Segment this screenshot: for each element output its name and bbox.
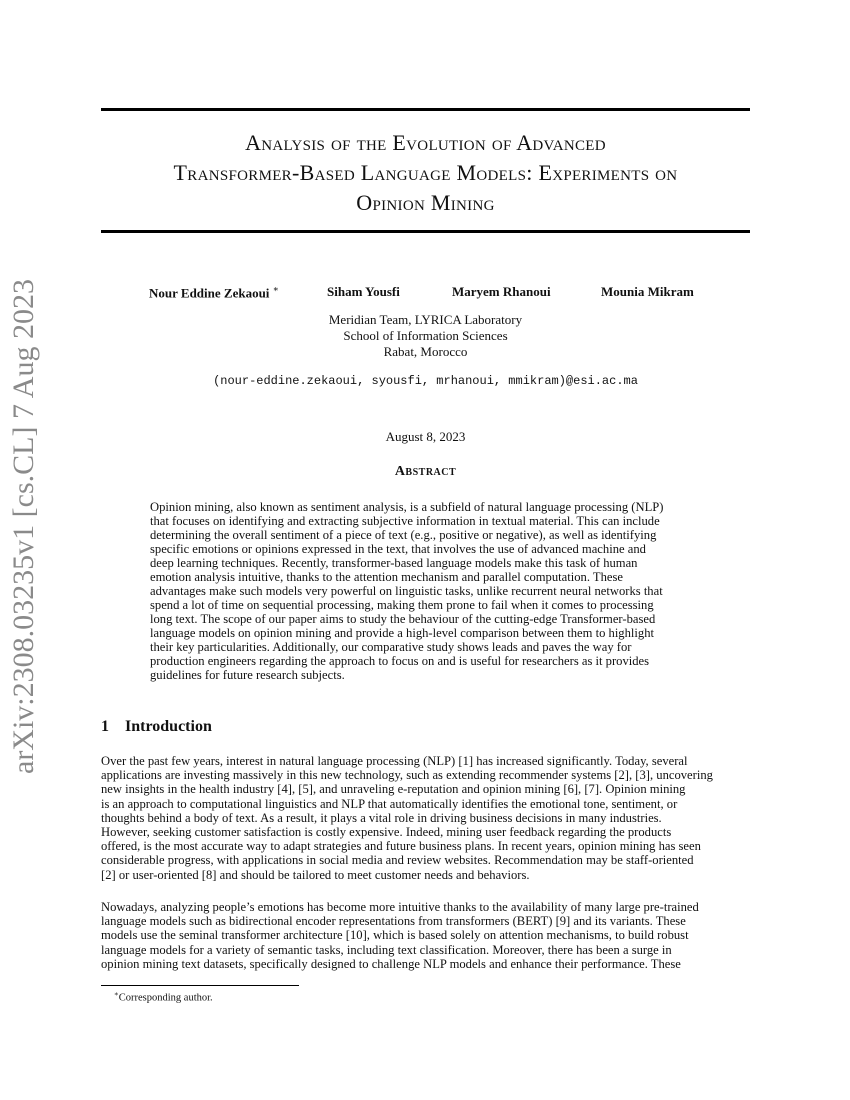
footnote-rule (101, 985, 299, 986)
abstract-line: determining the overall sentiment of a piece of text (e.g., positive or negative), as well as identifying (150, 528, 657, 542)
affiliation-line: School of Information Sciences (343, 328, 508, 343)
paragraph-line: thoughts behind a body of text. As a result, it plays a vital role in driving business decisions in many industries. (101, 810, 662, 825)
title-bottom-rule (101, 230, 750, 233)
paragraph-line: However, seeking customer satisfaction is costly expensive. Indeed, mining user feedback regarding the products (101, 825, 672, 840)
title-top-rule (101, 108, 750, 111)
affiliation-line: Rabat, Morocco (383, 344, 468, 359)
affiliation-line: Meridian Team, LYRICA Laboratory (328, 312, 523, 327)
abstract-line: guidelines for future research subjects. (150, 668, 345, 682)
footnote-text: Corresponding author. (118, 992, 213, 1004)
section-title: Introduction (125, 718, 212, 735)
abstract-line: production engineers regarding the approach to focus on and is useful for researchers as it provides (150, 654, 650, 668)
footnote-mark: ∗ (114, 990, 119, 998)
abstract-line: their key particularities. Additionally, our comparative study shows leads and paves the way for (150, 640, 632, 654)
paragraph-line: is an approach to computational linguistics and NLP that automatically identifies the emotional tone, sentiment, or (101, 796, 678, 811)
abstract-line: emotion analysis intuitive, thanks to the attention mechanism and parallel computation. These (150, 570, 623, 584)
paper-date: August 8, 2023 (385, 429, 466, 444)
abstract-line: that focuses on identifying and extracting subjective information in textual material. This can include (150, 514, 660, 528)
paragraph-line: Over the past few years, interest in natural language processing (NLP) [1] has increased significantly. Today, several (101, 754, 688, 768)
paragraph-line: language models such as bidirectional encoder representations from transformers (BERT) [9] and its variants. These (101, 914, 686, 929)
paragraph-line: new insights in the health industry [4], [5], and unraveling e-reputation and opinion mining [6], [7]. Opinion mining (101, 782, 686, 797)
paragraph-line: Nowadays, analyzing people’s emotions has become more intuitive thanks to the availability of many large pre-trained (101, 900, 699, 914)
affiliation (101, 312, 750, 360)
title-line: Opinion Mining (356, 190, 495, 215)
author-zekaoui: Nour Eddine Zekaoui ∗ (149, 284, 279, 301)
title-line: Analysis of the Evolution of Advanced (245, 130, 606, 155)
abstract-line: deep learning techniques. Recently, transformer-based language models make this task of human (150, 556, 638, 570)
intro-paragraph-1 (101, 754, 750, 882)
abstract-line: specific emotions or opinions expressed in the text, that involves the use of advanced machine and (150, 542, 646, 556)
author-rhanoui: Maryem Rhanoui (452, 284, 551, 299)
section-number: 1 (101, 718, 109, 735)
arxiv-identifier-stamp: arXiv:2308.03235v1 [cs.CL] 7 Aug 2023 (7, 279, 40, 774)
abstract-line: advantages make such models very powerful on linguistic tasks, unlike recurrent neural networks that (150, 584, 663, 598)
paragraph-line: [2] or user-oriented [8] and should be tailored to meet customer needs and behaviors. (101, 867, 530, 882)
intro-paragraph-2 (101, 900, 750, 971)
corresponding-author-mark: ∗ (272, 284, 279, 294)
author-mikram: Mounia Mikram (601, 284, 694, 299)
paragraph-line: models use the seminal transformer architecture [10], which is based solely on attention mechanisms, to build robust (101, 928, 689, 943)
footnote (114, 990, 213, 1004)
abstract-line: Opinion mining, also known as sentiment analysis, is a subfield of natural language processing (NLP) (150, 500, 664, 514)
abstract-line: spend a lot of time on sequential processing, making them prone to fail when it comes to processing (150, 598, 654, 612)
paper-title (101, 128, 750, 218)
abstract-body (150, 500, 702, 682)
paragraph-line: considerable progress, with applications in social media and review websites. Recommendation may be staff-oriented (101, 853, 694, 868)
paragraph-line: language models for a variety of semantic tasks, including text classification. Moreover, there has been a surge in (101, 942, 672, 957)
title-line: Transformer-Based Language Models: Experiments on (173, 160, 678, 185)
abstract-line: long text. The scope of our paper aims to study the behaviour of the cutting-edge Transformer-based (150, 612, 656, 626)
abstract-line: language models on opinion mining and provide a high-level comparison between them to highlight (150, 626, 654, 640)
section-heading-introduction (101, 718, 212, 736)
author-list (101, 284, 750, 302)
author-yousfi: Siham Yousfi (327, 284, 400, 299)
author-emails: (nour-eddine.zekaoui, syousfi, mrhanoui, mmikram)@esi.ac.ma (213, 374, 638, 388)
paragraph-line: opinion mining text datasets, specifically designed to challenge NLP models and enhance their performance. These (101, 956, 681, 971)
paragraph-line: offered, is the most accurate way to adapt strategies and future business plans. In recent years, opinion mining has seen (101, 839, 701, 854)
abstract-heading: Abstract (394, 464, 457, 479)
paragraph-line: applications are investing massively in this new technology, such as extending recommender systems [2], [3], uncovering (101, 768, 713, 783)
